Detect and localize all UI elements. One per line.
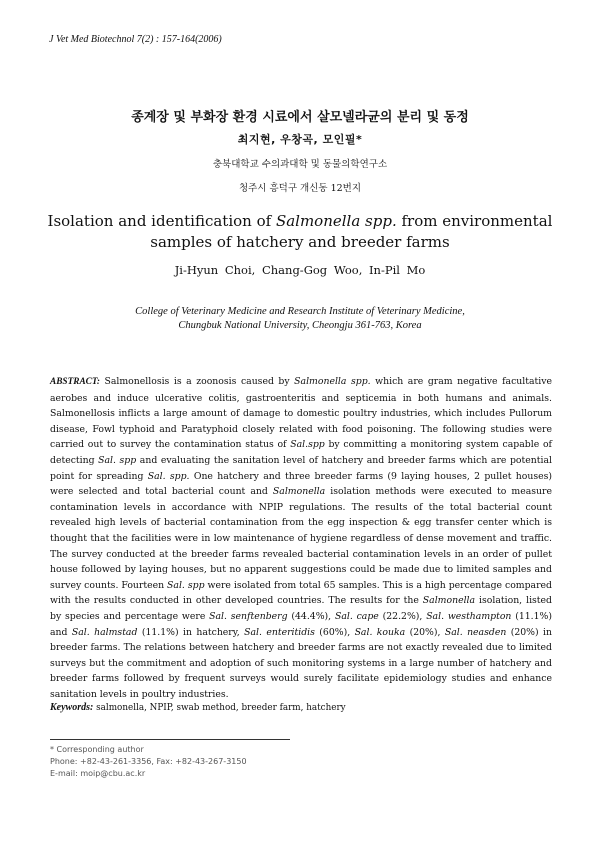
abstract — [50, 374, 552, 702]
abstract-label: ABSTRACT: — [50, 377, 100, 387]
abstract-text: were isolated from total 65 samples. This is a high percentage compared with the results conducted in other developed countries. The results for the — [50, 579, 552, 607]
abstract-organism: Sal. spp — [98, 454, 137, 466]
email: E-mail: moip@cbu.ac.kr — [50, 769, 146, 778]
affiliation-line-2: Chungbuk National University, Cheongju 361-763, Korea — [178, 320, 422, 331]
korean-authors: 최지현, 우창곡, 모인필* — [237, 133, 363, 146]
abstract-text: (22.2%), — [378, 610, 427, 622]
abstract-text: Salmonellosis is a zoonosis caused by — [99, 376, 295, 387]
abstract-text: isolation, listed by species and percentage were — [50, 595, 552, 622]
abstract-organism: Salmonella spp. — [294, 376, 371, 387]
abstract-organism: Salmonella — [422, 595, 476, 607]
footnote — [50, 744, 247, 780]
abstract-organism: Sal. spp — [167, 579, 205, 591]
title-text-3: samples of hatchery and breeder farms — [150, 233, 450, 251]
abstract-text: which are gram negative facultative aerobes and induce ulcerative colitis, gastroenteritis and septicemia in both humans and animals. Salmonellosis inflicts a large amount of damage to domestic poultry industries, which includes Pullorum disease, Fowl typhoid and Paratyphoid closely related with food poisoning. The following studies were carried out to survey the contamination status of — [50, 376, 552, 451]
korean-address: 청주시 흥덕구 개신동 12번지 — [238, 183, 362, 194]
journal-citation: J Vet Med Biotechnol 7(2) : 157-164(2006) — [49, 34, 222, 45]
title-text-1: Isolation and identification of — [47, 212, 276, 230]
abstract-text: (44.4%), — [287, 610, 335, 622]
abstract-text: (11.1%) in hatchery, — [137, 626, 245, 638]
abstract-text: One hatchery and three breeder farms (9 laying houses, 2 pullet houses) were selected and total bacterial count and — [50, 470, 552, 498]
abstract-organism: Sal.spp — [290, 439, 325, 451]
affiliation-line-1: College of Veterinary Medicine and Research Institute of Veterinary Medicine, — [135, 306, 465, 317]
corresponding-author: * Corresponding author — [50, 745, 144, 754]
abstract-text: (20%) in breeder farms. The relations between hatchery and breeder farms are not exactly revealed due to limited surveys but the commitment and adoption of such monitoring systems in a large number of hatchery and breeder farms followed by frequent surveys would surely facilitate epidemiology studies and enhance sanitation levels in poultry industries. — [50, 626, 552, 700]
phone-fax: Phone: +82-43-261-3356, Fax: +82-43-267-3150 — [50, 757, 247, 766]
abstract-text: by committing a monitoring system capable of detecting — [50, 439, 552, 466]
english-title — [0, 211, 600, 253]
abstract-organism: Sal. enteritidis — [244, 626, 315, 638]
english-authors: Ji-Hyun Choi, Chang-Gog Woo, In-Pil Mo — [174, 263, 426, 277]
footnote-divider — [50, 739, 290, 740]
abstract-text: and evaluating the sanitation level of hatchery and breeder farms which are potential point for spreading — [50, 454, 552, 482]
abstract-organism: Sal. senftenberg — [209, 610, 288, 622]
abstract-organism: Sal. neasden — [444, 626, 507, 638]
title-text-2: from environmental — [396, 212, 553, 230]
title-organism: Salmonella spp. — [275, 212, 397, 230]
abstract-organism: Sal. westhampton — [426, 610, 512, 622]
keywords-label: Keywords: — [50, 702, 94, 713]
abstract-text: (20%), — [405, 626, 445, 638]
abstract-text: (60%), — [314, 626, 355, 638]
korean-title: 종계장 및 부화장 환경 시료에서 살모넬라균의 분리 및 동정 — [131, 110, 469, 125]
abstract-organism: Sal. cape — [334, 610, 379, 622]
abstract-organism: Salmonella — [272, 486, 326, 498]
keywords-text: salmonella, NPIP, swab method, breeder farm, hatchery — [93, 703, 346, 713]
keywords — [50, 702, 552, 713]
abstract-organism: Sal. halmstad — [71, 626, 138, 638]
korean-affiliation: 충북대학교 수의과대학 및 동물의학연구소 — [212, 159, 388, 170]
abstract-organism: Sal. spp. — [147, 470, 190, 482]
abstract-text: (11.1%) and — [50, 610, 553, 638]
abstract-text: isolation methods were executed to measure contamination levels in accordance with NPIP regulations. The results of the total bacterial count revealed high levels of bacterial contamination from the egg inspection & egg transfer center which is thought that the facilities were in low maintenance of hygiene regardless of dense movement and traffic. The survey conducted at the breeder farms revealed bacterial contamination levels in an order of pullet house followed by laying houses, but no apparent suggestions could be made due to limited samples and survey counts. Fourteen — [50, 486, 552, 591]
abstract-organism: Sal. kouka — [354, 626, 406, 638]
english-affiliation — [0, 305, 600, 333]
